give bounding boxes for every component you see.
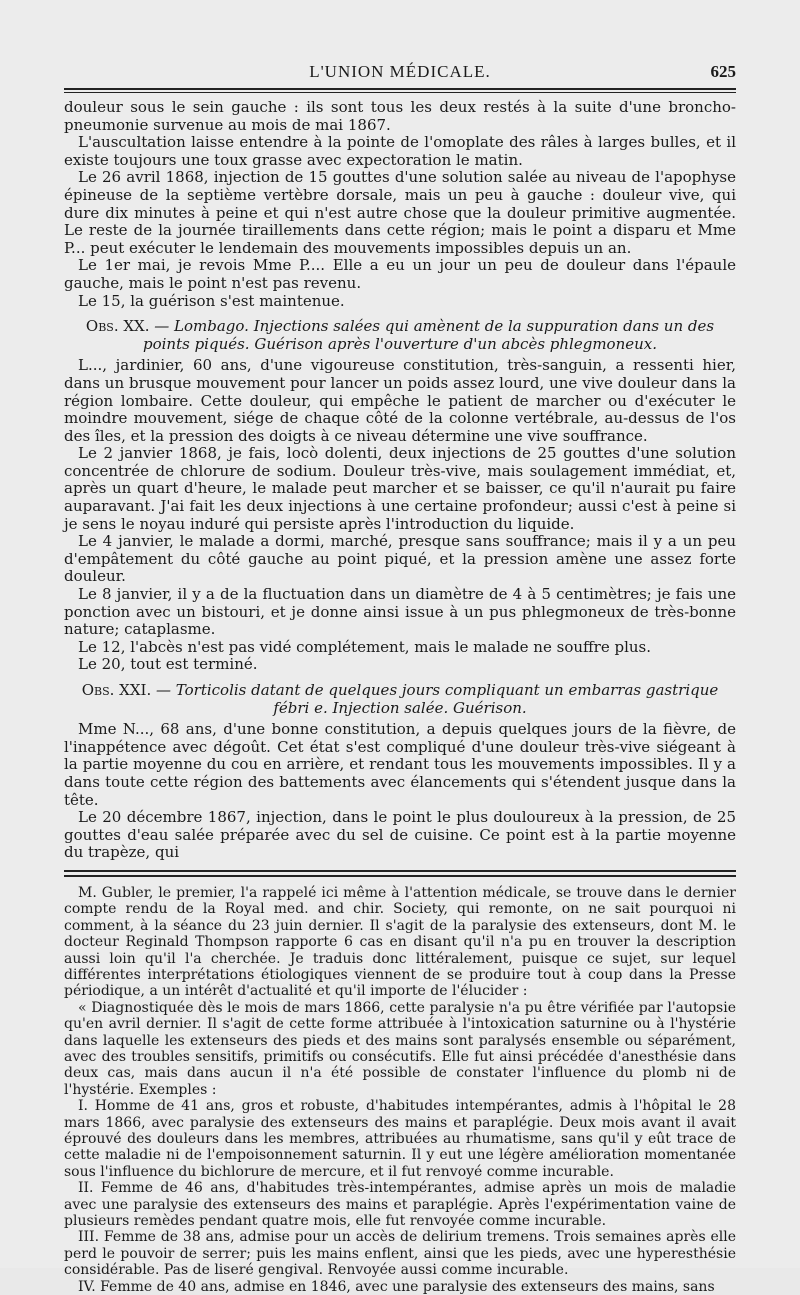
- paragraph: L'auscultation laisse entendre à la pointe de l'omoplate des râles à larges bulles, et il existe toujours une toux grasse avec expectoration le matin.: [64, 133, 736, 169]
- paragraph: Le 15, la guérison s'est maintenue.: [78, 291, 345, 310]
- paragraph: Le 1er mai, je revois Mme P.... Elle a eu un jour un peu de douleur dans l'épaule gauche, mais le point n'est pas revenu.: [64, 256, 736, 292]
- main-text: [64, 99, 736, 862]
- header-rule: [64, 88, 736, 93]
- paragraph: Le 12, l'abcès n'est pas vidé complétement, mais le malade ne souffre plus.: [78, 637, 652, 656]
- paragraph: III. Femme de 38 ans, admise pour un accès de delirium tremens. Trois semaines après elle perd le pouvoir de serrer; puis les mains enflent, ainsi que les pieds, avec une hyperesthésie considérable. Pas de liseré gengival. Renvoyée aussi comme incurable.: [64, 1229, 736, 1279]
- paragraph: Le 2 janvier 1868, je fais, locò dolenti, deux injections de 25 gouttes d'une solution concentrée de chlorure de sodium. Douleur très-vive, mais soulagement immédiat, et, après un quart d'heure, le malade peut marcher et se baisser, ce qu'il n'aurait pu faire auparavant. J'ai fait les deux injections à une certaine profondeur; aussi c'est à peine si je sens le noyau induré qui persiste après l'introduction du liquide.: [64, 444, 736, 533]
- observation-title: — Lombago. Injections salées qui amènent de la suppuration dans un des points piqués. Guérison après l'ouverture d'un abcès phlegmoneux.: [142, 317, 715, 353]
- page-number: 625: [710, 62, 736, 81]
- paragraph: M. Gubler, le premier, l'a rappelé ici même à l'attention médicale, se trouve dans le dernier compte rendu de la Royal med. and chir. Society, qui remonte, on ne sait pourquoi ni comment, à la séance du 23 juin dernier. Il s'agit de la paralysie des extenseurs, dont M. le docteur Reginald Thompson rapporte 6 cas en disant qu'il n'a pu en trouver la description aussi loin qu'il l'a cherchée. Je traduis donc littéralement, puisque ce sujet, sur lequel différentes interprétations étiologiques viennent de se produire tout à coup dans la Presse périodique, a un intérêt d'actualité et qu'il importe de l'élucider :: [64, 884, 736, 1000]
- paragraph: II. Femme de 46 ans, d'habitudes très-intempérantes, admise après un mois de maladie avec une paralysie des extenseurs des mains et paraplégie. Après l'expérimentation vaine de plusieurs remèdes pendant quatre mois, elle fut renvoyée comme incurable.: [64, 1180, 736, 1230]
- observation-label: Obs. XX.: [85, 317, 150, 336]
- observation-heading: [64, 682, 736, 717]
- observation-heading: [64, 318, 736, 353]
- paragraph: I. Homme de 41 ans, gros et robuste, d'habitudes intempérantes, admis à l'hôpital le 28 mars 1866, avec paralysie des extenseurs des mains et paraplégie. Deux mois avant il avait éprouvé des douleurs dans les membres, attribuées au rhumatisme, sans qu'il y eût trace de cette maladie ni de l'empoisonnement saturnin. Il y eut une légère amélioration momentanée sous l'influence du bichlorure de mercure, et il fut renvoyé comme incurable.: [64, 1098, 736, 1180]
- paragraph: L..., jardinier, 60 ans, d'une vigoureuse constitution, très-sanguin, a ressenti hier, dans un brusque mouvement pour lancer un poids assez lourd, une vive douleur dans la région lombaire. Cette douleur, qui empêche le patient de marcher ou d'exécuter le moindre mouvement, siége de chaque côté de la colonne vertébrale, au-dessus de l'os des îles, et la pression des doigts à ce niveau détermine une vive souffrance.: [64, 356, 736, 445]
- running-head: [64, 56, 736, 86]
- feuilleton-text: [64, 885, 736, 1295]
- paragraph: Le 20, tout est terminé.: [78, 655, 258, 674]
- running-title: L'UNION MÉDICALE.: [309, 62, 491, 81]
- paragraph: Le 8 janvier, il y a de la fluctuation dans un diamètre de 4 à 5 centimètres; je fais une ponction avec un bistouri, et je donne ainsi issue à un pus phlegmoneux de très-bonne nature; cataplasme.: [64, 585, 736, 639]
- paragraph: Mme N..., 68 ans, d'une bonne constitution, a depuis quelques jours de la fièvre, de l'inappétence avec dégoût. Cet état s'est compliqué d'une douleur très-vive siégeant à la partie moyenne du cou en arrière, et rendant tous les mouvements impossibles. Il y a dans toute cette région des battements avec élancements qui s'étendent jusque dans la tête.: [64, 720, 736, 809]
- paragraph: Le 20 décembre 1867, injection, dans le point le plus douloureux à la pression, de 25 gouttes d'eau salée préparée avec du sel de cuisine. Ce point est à la partie moyenne du trapèze, qui: [64, 808, 736, 862]
- paragraph: Le 26 avril 1868, injection de 15 gouttes d'une solution salée au niveau de l'apophyse épineuse de la septième vertèbre dorsale, mais un peu à gauche : douleur vive, qui dure dix minutes à peine et qui n'est autre chose que la douleur primitive augmentée. Le reste de la journée tiraillements dans cette région; mais le point a disparu et Mme P... peut exécuter le lendemain des mouvements impossibles depuis un an.: [64, 168, 736, 257]
- feuilleton-rule: [64, 870, 736, 877]
- paragraph: douleur sous le sein gauche : ils sont tous les deux restés à la suite d'une broncho-pneumonie survenue au mois de mai 1867.: [64, 98, 736, 134]
- paragraph: IV. Femme de 40 ans, admise en 1846, avec une paralysie des extenseurs des mains, sans: [78, 1278, 715, 1295]
- observation-label: Obs. XXI.: [81, 681, 152, 699]
- paragraph: Le 4 janvier, le malade a dormi, marché, presque sans souffrance; mais il y a un peu d'empâtement du côté gauche au point piqué, et la pression amène une assez forte douleur.: [64, 532, 736, 586]
- observation-title: — Torticolis datant de quelques jours compliquant un embarras gastrique fébri e. Injection salée. Guérison.: [156, 681, 719, 717]
- paragraph: « Diagnostiquée dès le mois de mars 1866, cette paralysie n'a pu être vérifiée par l'autopsie qu'en avril dernier. Il s'agit de cette forme attribuée à l'intoxication saturnine ou à l'hystérie dans laquelle les extenseurs des pieds et des mains sont paralysés ensemble ou séparément, avec des troubles sensitifs, primitifs ou consécutifs. Elle fut ainsi précédée d'anesthésie dans deux cas, mais dans aucun il n'a été possible de constater l'influence du plomb ni de l'hystérie. Exemples :: [64, 999, 736, 1098]
